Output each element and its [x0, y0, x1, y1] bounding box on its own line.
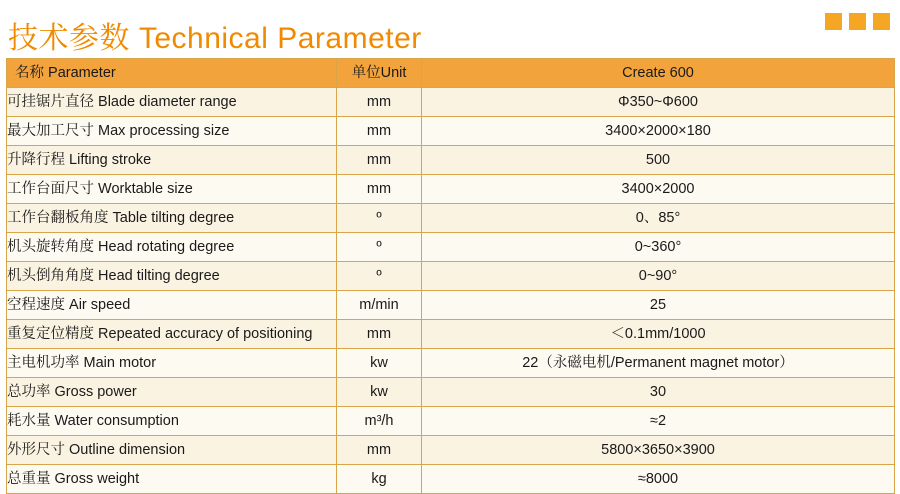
cell-unit: mm — [337, 175, 422, 204]
table-header-row — [7, 59, 895, 88]
page-title: 技术参数 Technical Parameter — [8, 22, 422, 55]
cell-value: ≈2 — [422, 407, 895, 436]
header-parameter: 名称 Parameter — [7, 59, 337, 88]
table-row — [7, 146, 895, 175]
cell-parameter: 总重量 Gross weight — [7, 465, 337, 494]
cell-value: 0、85° — [422, 204, 895, 233]
cell-parameter: 升降行程 Lifting stroke — [7, 146, 337, 175]
cell-unit: mm — [337, 117, 422, 146]
cell-parameter: 重复定位精度 Repeated accuracy of positioning — [7, 320, 337, 349]
table-row — [7, 378, 895, 407]
table-body — [7, 88, 895, 494]
cell-unit: º — [337, 233, 422, 262]
table-row — [7, 233, 895, 262]
cell-value: 3400×2000×180 — [422, 117, 895, 146]
decor-square-3 — [873, 13, 890, 30]
cell-value: 30 — [422, 378, 895, 407]
cell-value: ≈8000 — [422, 465, 895, 494]
cell-value: 0~90° — [422, 262, 895, 291]
table-header — [7, 59, 895, 88]
table-row — [7, 465, 895, 494]
cell-parameter: 空程速度 Air speed — [7, 291, 337, 320]
cell-unit: m³/h — [337, 407, 422, 436]
title-row — [0, 0, 900, 56]
cell-unit: mm — [337, 320, 422, 349]
decorative-squares — [825, 13, 890, 30]
cell-unit: kw — [337, 378, 422, 407]
cell-parameter: 主电机功率 Main motor — [7, 349, 337, 378]
cell-parameter: 工作台翻板角度 Table tilting degree — [7, 204, 337, 233]
cell-value: 22（永磁电机/Permanent magnet motor） — [422, 349, 895, 378]
cell-unit: m/min — [337, 291, 422, 320]
cell-parameter: 总功率 Gross power — [7, 378, 337, 407]
cell-parameter: 机头旋转角度 Head rotating degree — [7, 233, 337, 262]
cell-unit: mm — [337, 146, 422, 175]
header-unit: 单位Unit — [337, 59, 422, 88]
cell-value: 25 — [422, 291, 895, 320]
cell-unit: mm — [337, 436, 422, 465]
table-row — [7, 88, 895, 117]
table-row — [7, 320, 895, 349]
table-row — [7, 262, 895, 291]
cell-unit: º — [337, 204, 422, 233]
cell-value: 5800×3650×3900 — [422, 436, 895, 465]
cell-value: 0~360° — [422, 233, 895, 262]
cell-parameter: 最大加工尺寸 Max processing size — [7, 117, 337, 146]
table-row — [7, 117, 895, 146]
table-row — [7, 175, 895, 204]
cell-parameter: 工作台面尺寸 Worktable size — [7, 175, 337, 204]
cell-unit: mm — [337, 88, 422, 117]
table-row — [7, 349, 895, 378]
cell-unit: kw — [337, 349, 422, 378]
table-row — [7, 407, 895, 436]
cell-value: 500 — [422, 146, 895, 175]
table-row — [7, 204, 895, 233]
table-row — [7, 436, 895, 465]
cell-parameter: 耗水量 Water consumption — [7, 407, 337, 436]
cell-parameter: 机头倒角角度 Head tilting degree — [7, 262, 337, 291]
decor-square-2 — [849, 13, 866, 30]
decor-square-1 — [825, 13, 842, 30]
cell-unit: kg — [337, 465, 422, 494]
cell-parameter: 可挂锯片直径 Blade diameter range — [7, 88, 337, 117]
specifications-table — [6, 58, 895, 494]
cell-value: ＜0.1mm/1000 — [422, 320, 895, 349]
cell-value: Φ350~Φ600 — [422, 88, 895, 117]
cell-parameter: 外形尺寸 Outline dimension — [7, 436, 337, 465]
cell-value: 3400×2000 — [422, 175, 895, 204]
header-model: Create 600 — [422, 59, 895, 88]
cell-unit: º — [337, 262, 422, 291]
table-row — [7, 291, 895, 320]
